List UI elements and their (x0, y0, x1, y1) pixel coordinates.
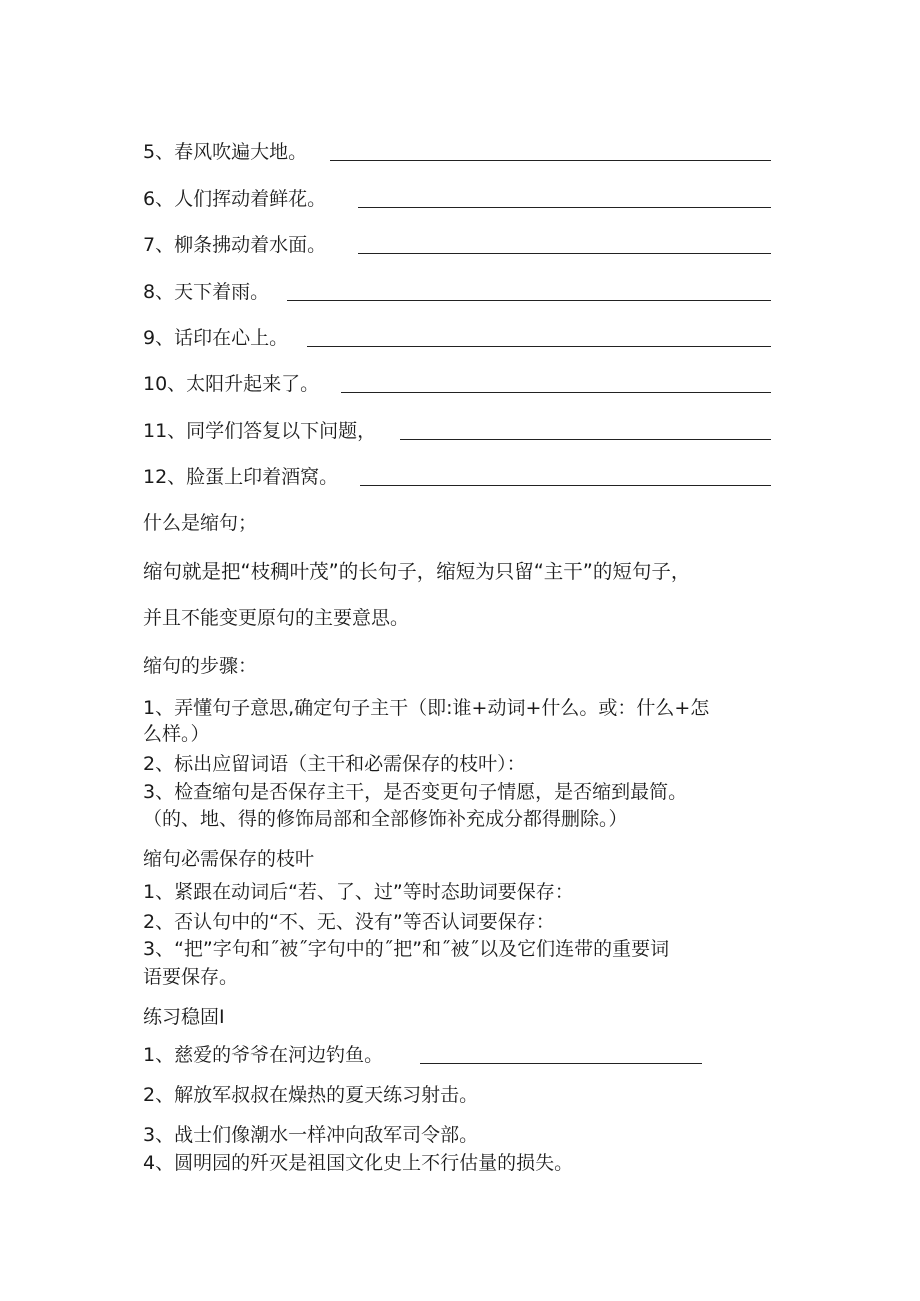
answer-blank[interactable] (420, 1043, 702, 1064)
definition-paragraph-line: 缩句就是把“枝稠叶茂”的长句子，缩短为只留“主干”的短句子， (143, 560, 691, 583)
exercise-item (143, 326, 288, 350)
rule-line: 1、紧跟在动词后“若、了、过”等时态助词要保存： (143, 881, 574, 903)
rule-line: 3、“把”字句和˝被˝字句中的˝把”和˝被˝以及它们连带的重要词 (143, 938, 670, 960)
answer-blank[interactable] (307, 326, 771, 347)
practice-item: 3、战士们像潮水一样冲向敌军司令部。 (143, 1124, 479, 1146)
exercise-text: 5、春风吹遍大地。 (143, 141, 308, 163)
answer-blank[interactable] (358, 187, 771, 208)
exercise-item (143, 280, 269, 304)
exercise-item (143, 187, 326, 211)
section-heading: 什么是缩句； (143, 512, 258, 534)
section-heading: 练习稳固I (143, 1006, 225, 1028)
section-heading: 缩句的步骤： (143, 655, 258, 677)
exercise-item (143, 372, 319, 396)
exercise-text: 7、柳条拂动着水面。 (143, 234, 327, 256)
practice-text: 1、慈爱的爷爷在河边钓鱼。 (143, 1044, 384, 1066)
exercise-item (143, 419, 376, 443)
exercise-text: 11、同学们答复以下问题， (143, 420, 377, 442)
answer-blank[interactable] (358, 233, 771, 254)
answer-blank[interactable] (400, 419, 771, 440)
practice-item: 4、圆明园的歼灭是祖国文化史上不行估量的损失。 (143, 1152, 574, 1174)
answer-blank[interactable] (330, 140, 771, 161)
exercise-text: 12、脸蛋上印着酒窝。 (143, 466, 339, 488)
step-note: （的、地、得的修饰局部和全部修饰补充成分都得删除。） (143, 808, 628, 830)
step-line: 1、弄懂句子意思,确定句子主干（即:谁+动词+什么。或：什么+怎 (143, 697, 710, 719)
answer-blank[interactable] (341, 372, 771, 393)
section-heading: 缩句必需保存的枝叶 (143, 848, 315, 870)
answer-blank[interactable] (287, 280, 771, 301)
exercise-item (143, 233, 326, 257)
practice-item: 2、解放军叔叔在燥热的夏天练习射击。 (143, 1084, 479, 1106)
rule-line: 2、否认句中的“不、无、没有”等否认词要保存： (143, 911, 555, 933)
exercise-item (143, 465, 338, 489)
exercise-item (143, 140, 307, 164)
practice-item (143, 1043, 383, 1067)
step-line: 么样。） (143, 723, 210, 745)
rule-line: 语要保存。 (143, 966, 239, 988)
step-line: 2、标出应留词语（主干和必需保存的枝叶）： (143, 753, 526, 775)
exercise-text: 9、话印在心上。 (143, 327, 289, 349)
definition-paragraph-line: 并且不能变更原句的主要意思。 (143, 607, 410, 629)
exercise-text: 6、人们挥动着鲜花。 (143, 188, 327, 210)
exercise-text: 10、太阳升起来了。 (143, 373, 320, 395)
step-line: 3、检查缩句是否保存主干，是否变更句子情愿，是否缩到最简。 (143, 781, 688, 803)
exercise-text: 8、天下着雨。 (143, 281, 270, 303)
answer-blank[interactable] (360, 465, 771, 486)
